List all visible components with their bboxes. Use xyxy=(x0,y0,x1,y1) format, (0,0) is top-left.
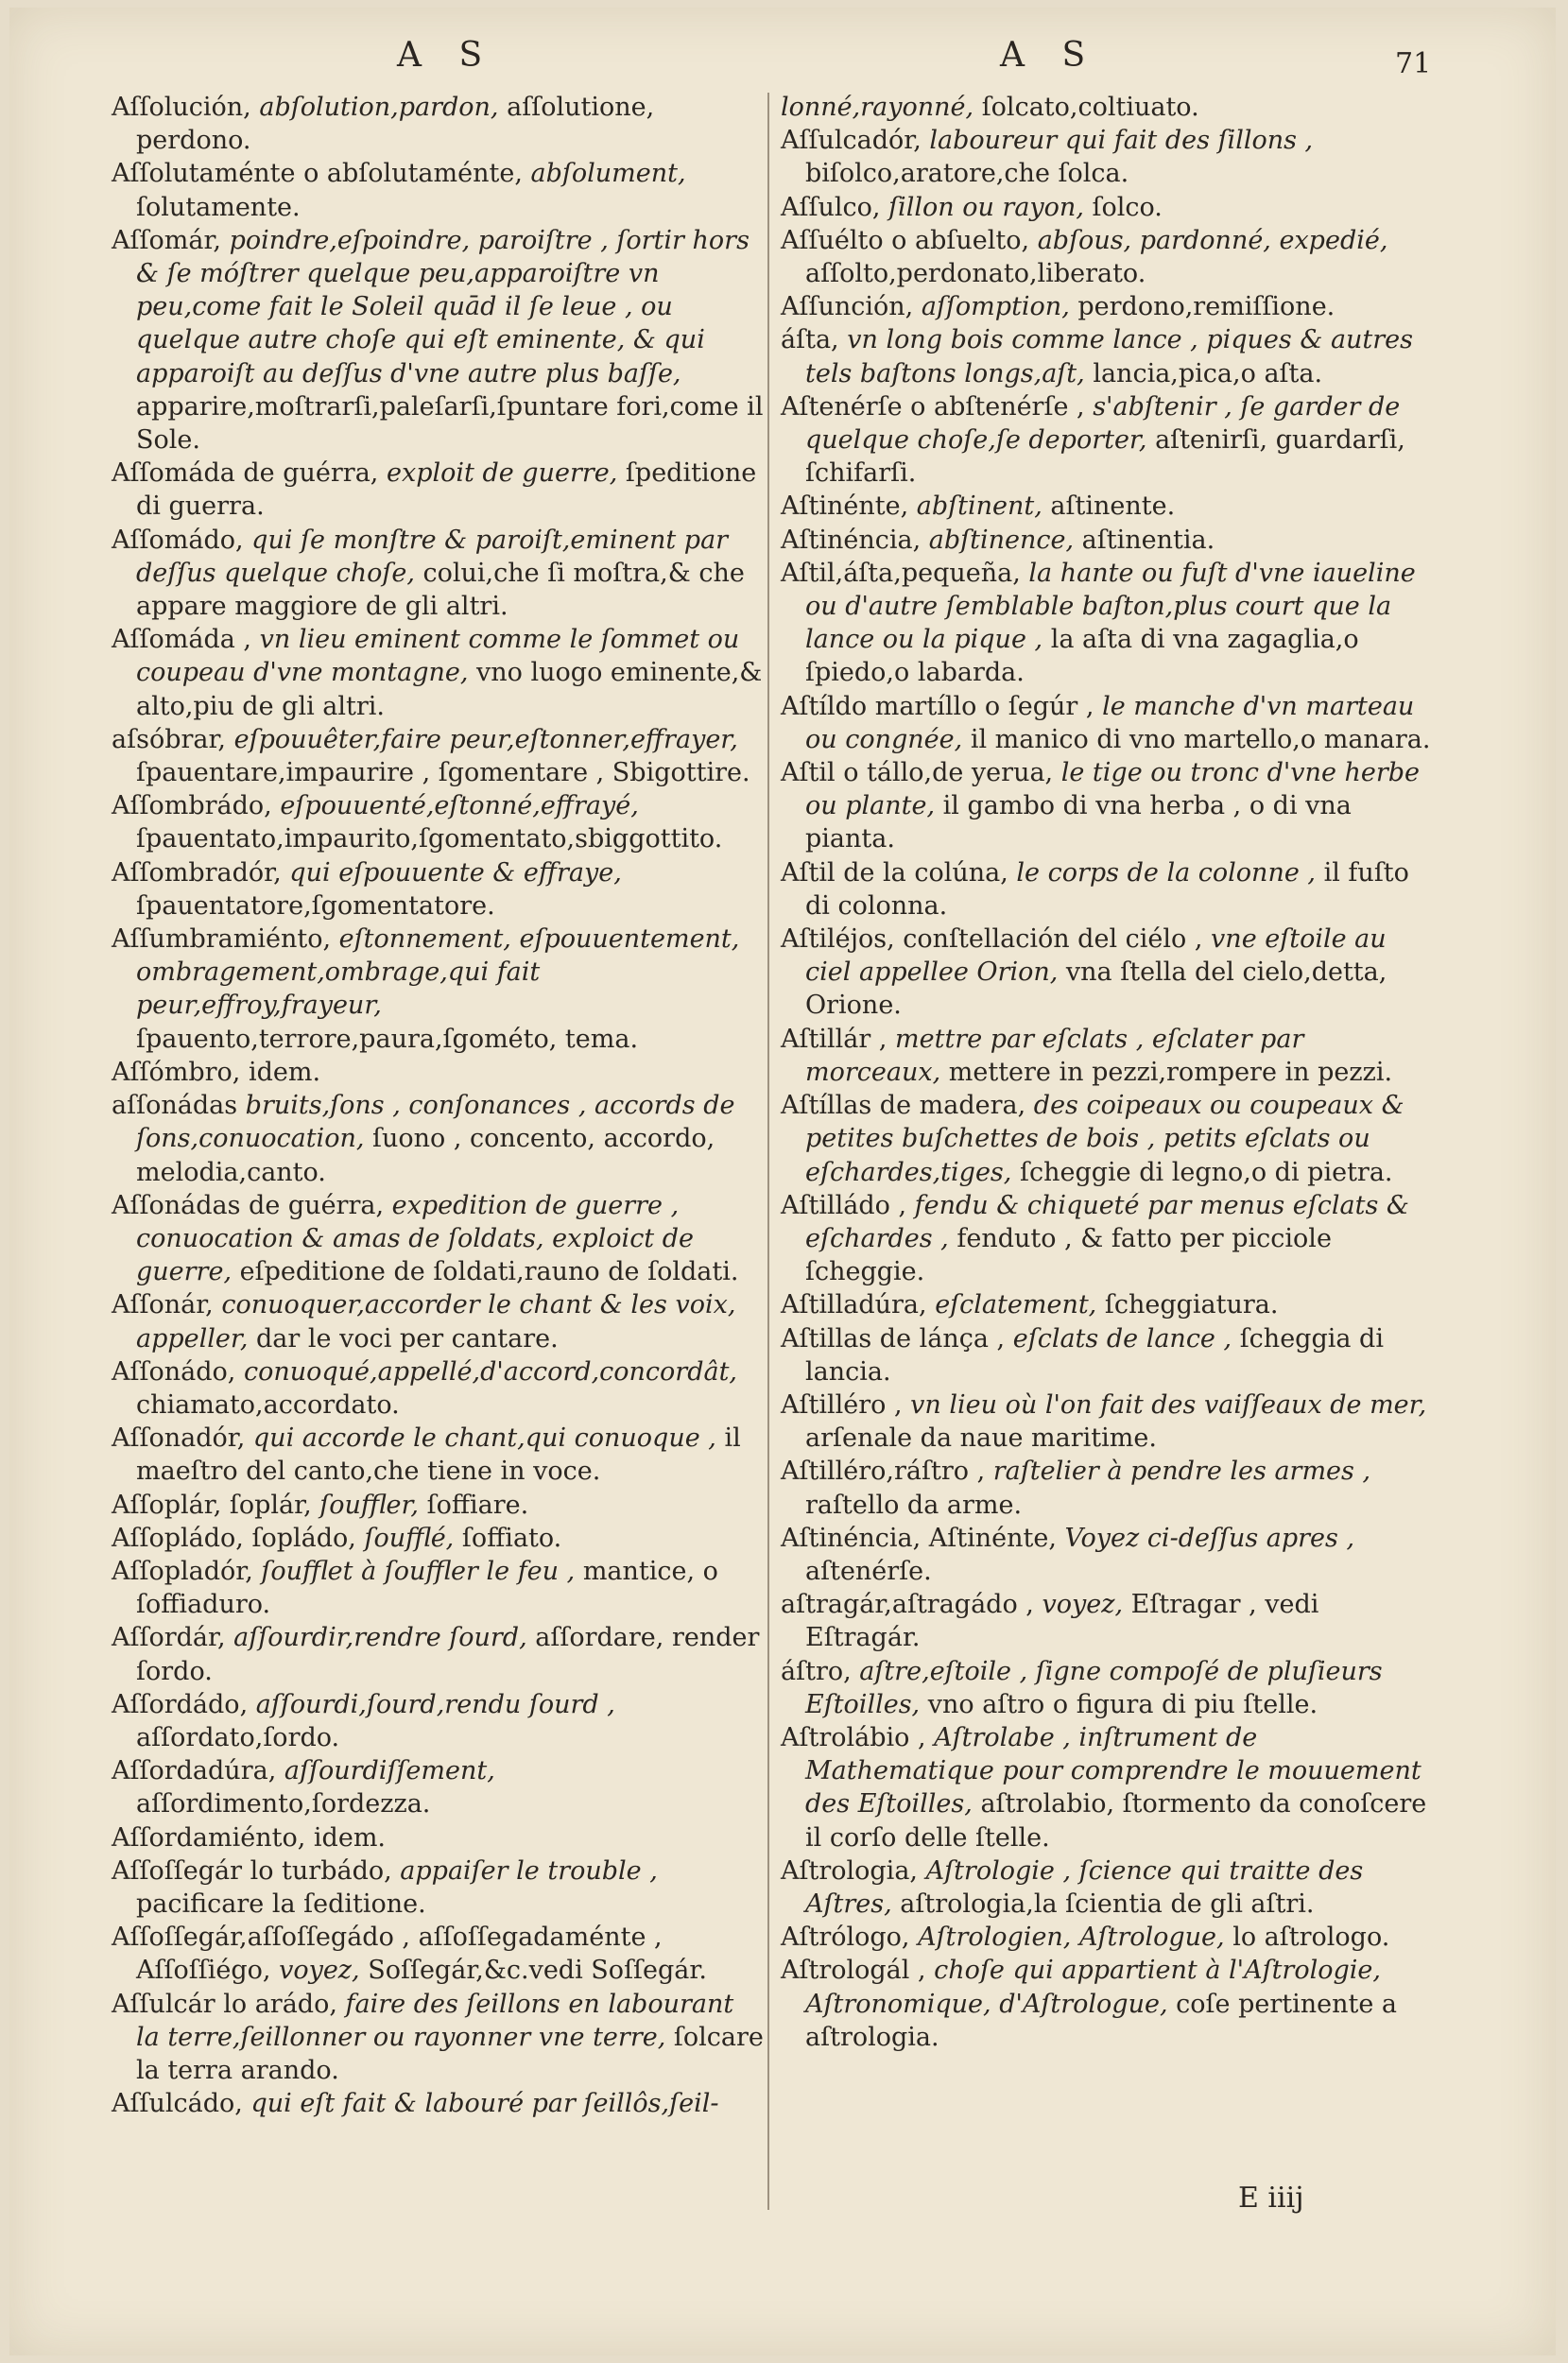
dictionary-entry xyxy=(112,856,764,923)
french-gloss: ſillon ou rayon, xyxy=(888,192,1084,222)
headword: Aſſulco, xyxy=(781,192,881,222)
italian-gloss: raſtello da arme. xyxy=(805,1490,1023,1520)
dictionary-entry xyxy=(781,1322,1433,1388)
dictionary-entry xyxy=(781,1854,1433,1921)
dictionary-entry xyxy=(112,91,764,157)
french-gloss: eſpouuêter,faire peur,eſtonner,effrayer, xyxy=(233,724,738,754)
headword: Aſſordár, xyxy=(112,1623,226,1653)
headword: Aſſombradór, xyxy=(112,857,282,888)
french-gloss: lonné,rayonné, xyxy=(781,93,974,122)
french-gloss: aſſomption, xyxy=(921,292,1070,322)
italian-gloss: vno luogo eminente,& alto,piu de gli altri. xyxy=(136,658,763,721)
french-gloss: mettre par eſclats , eſclater par morceaux, xyxy=(805,1024,1304,1087)
italian-gloss: apparire,moſtrarſi,paleſarſi,ſpuntare fori,come il Sole. xyxy=(136,391,764,456)
french-gloss: Voyez ci-deſſus apres , xyxy=(1064,1523,1355,1553)
french-gloss: ſouffler, xyxy=(319,1490,420,1520)
italian-gloss: Soſſegár,&c.vedi Soſſegár. xyxy=(368,1956,707,1986)
headword: Aſſunción, xyxy=(781,292,914,322)
french-gloss: qui ſe monſtre & paroiſt,eminent par deſſus quelque choſe, xyxy=(136,525,729,588)
italian-gloss: biſolco,aratore,che ſolca. xyxy=(805,159,1129,189)
headword: Aſſuélto o abſuelto, xyxy=(781,225,1030,255)
headword: Aſſopladór, xyxy=(112,1556,253,1586)
dictionary-entry xyxy=(112,1754,764,1820)
headword: Aſtinénte, xyxy=(781,492,909,522)
italian-gloss: ſcheggia di lancia. xyxy=(805,1323,1384,1387)
french-gloss: fendu & chiqueté par menus eſclats & eſchardes , xyxy=(805,1190,1409,1253)
headword: Aſſordamiénto, xyxy=(112,1822,306,1853)
dictionary-entry xyxy=(781,1522,1433,1588)
dictionary-entry xyxy=(781,756,1433,856)
italian-gloss: il manico di vno martello,o manara. xyxy=(970,724,1431,754)
italian-gloss: pacificare la ſeditione. xyxy=(136,1889,426,1919)
italian-gloss: ſcheggie di legno,o di pietra. xyxy=(1019,1157,1393,1187)
dictionary-entry xyxy=(112,923,764,1056)
headword: Aſtrologia, xyxy=(781,1855,918,1886)
italian-gloss: mantice, o ſoffiaduro. xyxy=(136,1556,718,1620)
italian-gloss: ſpauentatore,ſgomentatore. xyxy=(136,890,495,921)
headword: Aſſulcár lo arádo, xyxy=(112,1989,337,2019)
italian-gloss: ſpauentato,impaurito,ſgomentato,sbiggottito. xyxy=(136,824,723,854)
headword: Aſſomáda , xyxy=(112,625,251,655)
headword: áſtro, xyxy=(781,1656,852,1686)
headword: Aſſumbramiénto, xyxy=(112,924,332,955)
dictionary-entry xyxy=(112,1854,764,1921)
headword: Aſtíllas de madera, xyxy=(781,1091,1026,1121)
headword: Aſſómbro, xyxy=(112,1057,241,1087)
dictionary-entry xyxy=(112,1489,764,1522)
headword: Aſſordádo, xyxy=(112,1689,249,1719)
dictionary-entry xyxy=(112,524,764,624)
italian-gloss: fenduto , & fatto per picciole ſcheggie. xyxy=(805,1223,1332,1287)
french-gloss: faire des ſeillons en labourant la terre,ſeillonner ou rayonner vne terre, xyxy=(136,1989,734,2052)
french-gloss: vn long bois comme lance , piques & autres tels baſtons longs,aſt, xyxy=(805,325,1414,388)
french-gloss: abſolument, xyxy=(530,159,686,189)
headword: Aſtrologál , xyxy=(781,1956,926,1986)
dictionary-entry xyxy=(781,290,1433,323)
italian-gloss: ſuono , concento, accordo, melodia,canto. xyxy=(136,1124,715,1187)
italian-gloss: aſſolto,perdonato,liberato. xyxy=(805,259,1146,289)
dictionary-entry xyxy=(781,91,1433,124)
printer-signature: E iiij xyxy=(1238,2182,1304,2215)
headword: Aſſonádas de guérra, xyxy=(112,1190,385,1220)
headword: Aſſopládo, ſopládo, xyxy=(112,1523,356,1553)
french-gloss: Aſtrologie , ſcience qui traitte des Aſtres, xyxy=(805,1855,1364,1919)
dictionary-entry xyxy=(112,1522,764,1555)
french-gloss: le corps de la colonne , xyxy=(1016,857,1316,888)
headword: Aſtilléro , xyxy=(781,1389,903,1420)
column-divider xyxy=(767,93,769,2210)
dictionary-entry xyxy=(781,1588,1433,1654)
french-gloss: poindre,eſpoindre, paroiſtre , ſortir hors & ſe móſtrer quelque peu,apparoiſtre vn peu,come fait le Soleil quād il ſe leue , ou quelque autre choſe qui eſt eminente, & qui apparoiſt au deſſus d'vne autre plus baſſe, xyxy=(136,225,750,388)
french-gloss: choſe qui appartient à l'Aſtrologie, Aſtronomique, d'Aſtrologue, xyxy=(805,1956,1381,2019)
french-gloss: eſclatement, xyxy=(935,1290,1097,1320)
headword: Aſtil o tállo,de yerua, xyxy=(781,758,1054,788)
italian-gloss: ſcheggiatura. xyxy=(1104,1290,1279,1320)
dictionary-entry xyxy=(781,1455,1433,1521)
dictionary-page xyxy=(9,8,1556,2355)
dictionary-entry xyxy=(781,490,1433,523)
headword: Aſſomár, xyxy=(112,225,221,255)
italian-gloss: ſolco. xyxy=(1092,192,1163,222)
headword: Aſſomáda de guérra, xyxy=(112,458,379,489)
italian-gloss: lo aſtrologo. xyxy=(1232,1923,1390,1953)
italian-gloss: vna ſtella del cielo,detta, Orione. xyxy=(805,957,1387,1021)
french-gloss: Aſtrologien, Aſtrologue, xyxy=(918,1923,1225,1953)
italian-gloss: vno aſtro o figura di piu ſtelle. xyxy=(927,1689,1318,1719)
italian-gloss: aſſordare, render ſordo. xyxy=(136,1623,760,1686)
italian-gloss: eſpeditione de ſoldati,rauno de ſoldati. xyxy=(239,1257,739,1287)
italian-gloss: aſtrologia,la ſcientia de gli aſtri. xyxy=(900,1889,1315,1919)
dictionary-entry xyxy=(781,1288,1433,1321)
headword: Aſtil,áſta,pequeña, xyxy=(781,558,1021,588)
italian-gloss: ſolcare la terra arando. xyxy=(136,2022,764,2085)
italian-gloss: aſtenérſe. xyxy=(805,1556,932,1586)
italian-gloss: mettere in pezzi,rompere in pezzi. xyxy=(948,1057,1393,1087)
french-gloss: qui accorde le chant,qui conuoque , xyxy=(252,1423,716,1454)
italian-gloss: ſoffiato. xyxy=(461,1523,562,1553)
dictionary-entry xyxy=(112,1988,764,2088)
italian-gloss: idem. xyxy=(248,1057,321,1087)
headword: Aſſonár, xyxy=(112,1290,214,1320)
dictionary-entry xyxy=(112,1621,764,1687)
french-gloss: expedition de guerre , conuocation & amas de ſoldats, exploict de guerre, xyxy=(136,1190,695,1287)
french-gloss: aſſourdi,ſourd,rendu ſourd , xyxy=(255,1689,615,1719)
french-gloss: bruits,ſons , conſonances , accords de ſons,conuocation, xyxy=(136,1091,735,1154)
french-gloss: ſoufflet à ſouffler le feu , xyxy=(261,1556,576,1586)
headword: Aſtrolábio , xyxy=(781,1722,926,1752)
dictionary-entry xyxy=(112,1288,764,1354)
french-gloss: eſpouuenté,eſtonné,effrayé, xyxy=(280,791,639,821)
dictionary-entry xyxy=(112,2087,764,2120)
french-gloss: aſtre,eſtoile , ſigne compoſé de pluſieurs Eſtoilles, xyxy=(805,1656,1383,1719)
italian-gloss: aſſordimento,ſordezza. xyxy=(136,1789,431,1820)
french-gloss: le manche d'vn marteau ou congnée, xyxy=(805,691,1415,754)
italian-gloss: aſtinente. xyxy=(1050,492,1176,522)
dictionary-entry xyxy=(112,1355,764,1422)
dictionary-entry xyxy=(781,1388,1433,1455)
headword: Aſtíldo martíllo o ſegúr , xyxy=(781,691,1094,721)
italian-gloss: ſpauentare,impaurire , ſgomentare , Sbigottire. xyxy=(136,758,750,788)
french-gloss: aſſourdiſſement, xyxy=(284,1756,495,1786)
french-gloss: raſtelier à pendre les armes , xyxy=(992,1457,1371,1487)
dictionary-entry xyxy=(112,1422,764,1488)
french-gloss: abſous, pardonné, expedié, xyxy=(1037,225,1388,255)
italian-gloss: ſolutamente. xyxy=(136,192,301,222)
french-gloss: vn lieu où l'on fait des vaiſſeaux de mer, xyxy=(910,1389,1427,1420)
french-gloss: eſclats de lance , xyxy=(1012,1323,1232,1354)
headword: Aſtilladúra, xyxy=(781,1290,927,1320)
dictionary-entry xyxy=(781,1721,1433,1854)
italian-gloss: il maeſtro del canto,che tiene in voce. xyxy=(136,1423,741,1487)
dictionary-entry xyxy=(112,1555,764,1621)
headword: Aſſulcádo, xyxy=(112,2089,243,2119)
headword: aſsóbrar, xyxy=(112,724,227,754)
dictionary-entry xyxy=(781,390,1433,491)
running-head-left: A S xyxy=(397,36,496,75)
french-gloss: Aſtrolabe , inſtrument de Mathematique pour comprendre le mouuement des Eſtoilles, xyxy=(805,1722,1422,1820)
french-gloss: la hante ou fuſt d'vne iaueline ou d'autre ſemblable baſton,plus court que la lance ou la pique , xyxy=(805,558,1416,655)
french-gloss: aſſourdir,rendre ſourd, xyxy=(233,1623,527,1653)
french-gloss: exploit de guerre, xyxy=(387,458,618,489)
dictionary-entry xyxy=(112,1688,764,1754)
italian-gloss: il gambo di vna herba , o di vna pianta. xyxy=(805,791,1352,854)
headword: Aſſombrádo, xyxy=(112,791,272,821)
french-gloss: voyez, xyxy=(279,1956,360,1986)
french-gloss: qui eſpouuente & effraye, xyxy=(289,857,622,888)
dictionary-entry xyxy=(112,157,764,223)
dictionary-entry xyxy=(112,1089,764,1189)
headword: áſta, xyxy=(781,325,839,355)
french-gloss: s'abſtenir , ſe garder de quelque choſe,ſe deporter, xyxy=(805,391,1401,456)
dictionary-entry xyxy=(112,1189,764,1289)
italian-gloss: colui,che ſi moſtra,& che appare maggiore de gli altri. xyxy=(136,558,745,622)
italian-gloss: aſtenirſi, guardarſi, ſchifarſi. xyxy=(805,425,1405,489)
french-gloss: abſtinence, xyxy=(928,525,1075,555)
italian-gloss: Eſtragar , vedi Eſtragár. xyxy=(805,1590,1319,1653)
headword: Aſtillár , xyxy=(781,1024,887,1054)
french-gloss: eſtonnement, eſpouuentement, ombragement,ombrage,qui fait peur,effroy,frayeur, xyxy=(136,924,740,1021)
italian-gloss: ſolcato,coltiuato. xyxy=(981,93,1199,122)
dictionary-entry xyxy=(781,856,1433,923)
italian-gloss: aſtrolabio, ſtormento da conoſcere il corſo delle ſtelle. xyxy=(805,1789,1427,1853)
french-gloss: voyez, xyxy=(1042,1590,1124,1620)
french-gloss: ſoufflé, xyxy=(364,1523,455,1553)
italian-gloss: il fuſto di colonna. xyxy=(805,857,1409,921)
french-gloss: conuoquer,accorder le chant & les voix, appeller, xyxy=(136,1290,736,1354)
french-gloss: vn lieu eminent comme le ſommet ou coupeau d'vne montagne, xyxy=(136,625,740,688)
headword: Aſtenérſe o abſtenérſe , xyxy=(781,391,1085,422)
dictionary-entry xyxy=(781,191,1433,224)
headword: Aſſomádo, xyxy=(112,525,244,555)
headword: Aſſonadór, xyxy=(112,1423,246,1454)
dictionary-entry xyxy=(781,224,1433,290)
italian-gloss: la aſta di vna zagaglia,o ſpiedo,o labarda. xyxy=(805,625,1359,688)
dictionary-entry xyxy=(781,524,1433,557)
italian-gloss: arſenale da naue maritime. xyxy=(805,1423,1157,1454)
headword: Aſtinéncia, xyxy=(781,525,922,555)
headword: Aſſoplár, ſoplár, xyxy=(112,1490,312,1520)
headword: aſtragár,aſtragádo , xyxy=(781,1590,1034,1620)
italian-gloss: aſtinentia. xyxy=(1081,525,1215,555)
dictionary-entry xyxy=(112,789,764,855)
italian-gloss: ſpauento,terrore,paura,ſgométo, tema. xyxy=(136,1024,639,1054)
italian-gloss: lancia,pica,o aſta. xyxy=(1093,358,1323,388)
dictionary-entry xyxy=(112,723,764,789)
headword: Aſſoſſegár lo turbádo, xyxy=(112,1855,392,1886)
dictionary-entry xyxy=(781,690,1433,756)
dictionary-entry xyxy=(781,1089,1433,1189)
french-gloss: laboureur qui fait des ſillons , xyxy=(929,126,1314,156)
headword: Aſſulcadór, xyxy=(781,126,922,156)
italian-gloss: perdono,remiſſione. xyxy=(1077,292,1335,322)
headword: Aſſolutaménte o abſolutaménte, xyxy=(112,159,523,189)
headword: Aſtinéncia, Aſtinénte, xyxy=(781,1523,1057,1553)
french-gloss: conuoqué,appellé,d'accord,concordât, xyxy=(243,1356,738,1387)
italian-gloss: ſpeditione di guerra. xyxy=(136,458,757,522)
headword: Aſtilléro,ráſtro , xyxy=(781,1457,986,1487)
french-gloss: abſolution,pardon, xyxy=(259,93,499,122)
dictionary-entry xyxy=(781,923,1433,1023)
french-gloss: appaiſer le trouble , xyxy=(400,1855,658,1886)
dictionary-entry xyxy=(781,1655,1433,1721)
french-gloss: des coipeaux ou coupeaux & petites buſchettes de bois , petits eſclats ou eſchardes,tiges, xyxy=(805,1091,1404,1187)
dictionary-entry xyxy=(112,224,764,457)
french-gloss: abſtinent, xyxy=(916,492,1042,522)
dictionary-entry xyxy=(112,623,764,723)
dictionary-entry xyxy=(781,124,1433,190)
french-gloss: qui eſt fait & labouré par ſeillôs,ſeil- xyxy=(250,2089,719,2119)
dictionary-entry xyxy=(781,323,1433,389)
italian-gloss: ſoffiare. xyxy=(426,1490,529,1520)
dictionary-entry xyxy=(112,1921,764,1987)
right-column xyxy=(781,91,1433,2054)
italian-gloss: aſſordato,ſordo. xyxy=(136,1722,340,1752)
headword: Aſtilládo , xyxy=(781,1190,907,1220)
dictionary-entry xyxy=(112,457,764,523)
headword: Aſtillas de lánça , xyxy=(781,1323,1006,1354)
italian-gloss: coſe pertinente a aſtrologia. xyxy=(805,1989,1397,2052)
headword: aſſonádas xyxy=(112,1091,238,1121)
italian-gloss: chiamato,accordato. xyxy=(136,1389,400,1420)
headword: Aſtiléjos, conſtellación del ciélo , xyxy=(781,924,1203,955)
italian-gloss: idem. xyxy=(313,1822,387,1853)
french-gloss: vne eſtoile au ciel appellee Orion, xyxy=(805,924,1387,988)
headword: Aſſonádo, xyxy=(112,1356,236,1387)
italian-gloss: dar le voci per cantare. xyxy=(256,1323,559,1354)
page-number: 71 xyxy=(1395,47,1432,80)
french-gloss: le tige ou tronc d'vne herbe ou plante, xyxy=(805,758,1421,821)
headword: Aſſoſſegár,aſſoſſegádo , aſſoſſegadaménte , Aſſoſſiégo, xyxy=(112,1923,663,1986)
left-column xyxy=(112,91,764,2120)
dictionary-entry xyxy=(781,1954,1433,2054)
dictionary-entry xyxy=(781,557,1433,690)
dictionary-entry xyxy=(781,1023,1433,1089)
dictionary-entry xyxy=(781,1189,1433,1289)
italian-gloss: aſſolutione, perdono. xyxy=(136,93,655,156)
headword: Aſtrólogo, xyxy=(781,1923,910,1953)
headword: Aſtil de la colúna, xyxy=(781,857,1008,888)
dictionary-entry xyxy=(112,1821,764,1854)
headword: Aſſolución, xyxy=(112,93,251,122)
running-head-right: A S xyxy=(1000,36,1099,75)
dictionary-entry xyxy=(112,1056,764,1089)
headword: Aſſordadúra, xyxy=(112,1756,277,1786)
dictionary-entry xyxy=(781,1921,1433,1954)
